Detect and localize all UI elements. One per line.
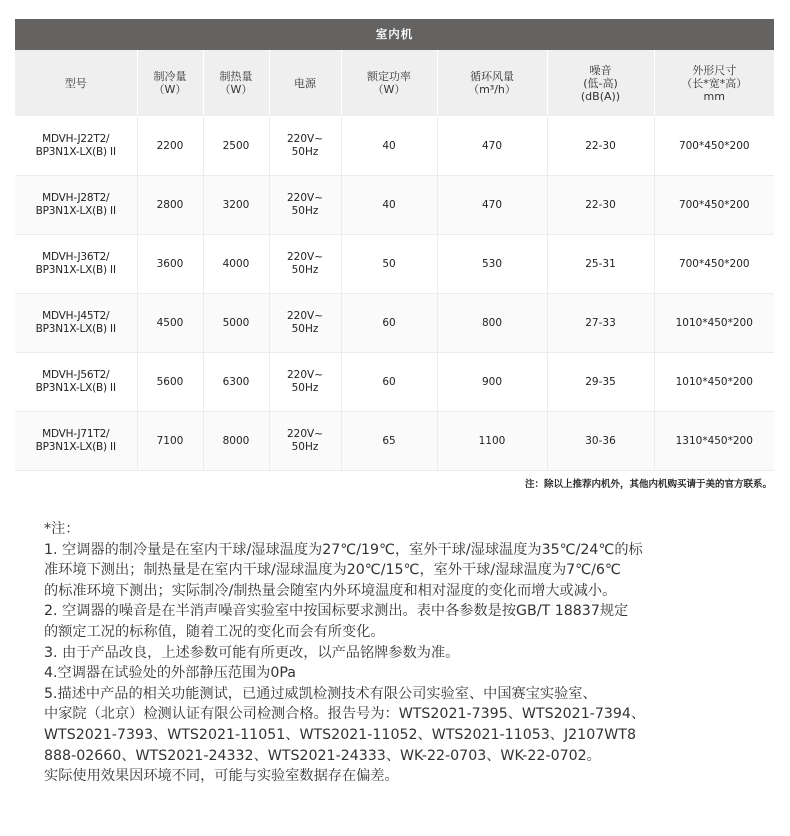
cell-size: 700*450*200 bbox=[654, 176, 774, 235]
cell-heating: 6300 bbox=[203, 353, 269, 412]
cell-power bbox=[269, 412, 341, 471]
cell-power-line: 220V~ bbox=[286, 369, 324, 381]
note-line: 实际使用效果因环境不同，可能与实验室数据存在偏差。 bbox=[44, 768, 399, 785]
cell-airflow: 470 bbox=[437, 117, 547, 176]
cell-noise: 22-30 bbox=[547, 117, 654, 176]
cell-model-line: BP3N1X-LX(B) II bbox=[35, 205, 116, 217]
table-row bbox=[15, 235, 774, 294]
table-row bbox=[15, 412, 774, 471]
cell-model bbox=[15, 294, 137, 353]
cell-size: 1010*450*200 bbox=[654, 294, 774, 353]
header-heating-line: （W） bbox=[219, 83, 253, 96]
header-power-line: 电源 bbox=[294, 76, 316, 90]
cell-model bbox=[15, 235, 137, 294]
header-airflow-line: 循环风量 bbox=[470, 70, 514, 83]
header-airflow bbox=[437, 50, 547, 117]
cell-rated-power: 40 bbox=[341, 176, 437, 235]
header-rated-power-line: （W） bbox=[372, 83, 406, 96]
cell-power-line: 220V~ bbox=[286, 310, 324, 322]
cell-model-line: MDVH-J45T2/ bbox=[42, 310, 110, 322]
header-size bbox=[654, 50, 774, 117]
cell-rated-power: 50 bbox=[341, 235, 437, 294]
cell-airflow: 800 bbox=[437, 294, 547, 353]
cell-power-line: 50Hz bbox=[291, 323, 319, 335]
header-rated-power bbox=[341, 50, 437, 117]
header-size-line: 外形尺寸 bbox=[692, 63, 737, 77]
note-line: WTS2021-7393、WTS2021-11051、WTS2021-11052、WTS2021-11053、J2107WT8 bbox=[44, 726, 636, 743]
cell-size: 700*450*200 bbox=[654, 235, 774, 294]
cell-cooling: 7100 bbox=[137, 412, 203, 471]
cell-airflow: 470 bbox=[437, 176, 547, 235]
cell-model-line: MDVH-J71T2/ bbox=[42, 428, 110, 440]
cell-model-line: MDVH-J28T2/ bbox=[42, 192, 110, 204]
header-noise bbox=[547, 50, 654, 117]
cell-power-line: 220V~ bbox=[286, 251, 324, 263]
cell-power bbox=[269, 353, 341, 412]
cell-rated-power: 60 bbox=[341, 353, 437, 412]
cell-power-line: 220V~ bbox=[286, 133, 324, 145]
cell-model bbox=[15, 353, 137, 412]
notes-section bbox=[44, 519, 734, 787]
header-noise-line: (dB(A)) bbox=[580, 89, 621, 103]
cell-size: 700*450*200 bbox=[654, 117, 774, 176]
header-cooling bbox=[137, 50, 203, 117]
cell-noise: 22-30 bbox=[547, 176, 654, 235]
cell-model-line: BP3N1X-LX(B) II bbox=[35, 264, 116, 276]
header-noise-line: (低-高) bbox=[583, 76, 618, 90]
header-model bbox=[15, 50, 137, 117]
cell-cooling: 2800 bbox=[137, 176, 203, 235]
cell-airflow: 900 bbox=[437, 353, 547, 412]
header-heating bbox=[203, 50, 269, 117]
note-line: 的标准环境下测出；实际制冷/制热量会随室内外环境温度和相对湿度的变化而增大或减小。 bbox=[44, 582, 617, 599]
note-line: 中家院（北京）检测认证有限公司检测合格。报告号为：WTS2021-7395、WTS2021-7394、 bbox=[44, 706, 646, 723]
cell-rated-power: 40 bbox=[341, 117, 437, 176]
cell-model bbox=[15, 412, 137, 471]
table-title: 室内机 bbox=[15, 19, 774, 50]
header-cooling-line: （W） bbox=[153, 83, 187, 96]
cell-cooling: 3600 bbox=[137, 235, 203, 294]
cell-power-line: 50Hz bbox=[291, 441, 319, 453]
cell-power bbox=[269, 235, 341, 294]
cell-heating: 3200 bbox=[203, 176, 269, 235]
cell-airflow: 530 bbox=[437, 235, 547, 294]
cell-model-line: MDVH-J22T2/ bbox=[42, 133, 110, 145]
cell-heating: 2500 bbox=[203, 117, 269, 176]
cell-size: 1010*450*200 bbox=[654, 353, 774, 412]
spec-table bbox=[15, 19, 774, 471]
cell-cooling: 2200 bbox=[137, 117, 203, 176]
table-row bbox=[15, 176, 774, 235]
table-row bbox=[15, 117, 774, 176]
cell-cooling: 4500 bbox=[137, 294, 203, 353]
note-line: 5.描述中产品的相关功能测试，已通过威凯检测技术有限公司实验室、中国赛宝实验室、 bbox=[44, 685, 597, 702]
cell-cooling: 5600 bbox=[137, 353, 203, 412]
header-airflow-line: （m³/h） bbox=[468, 83, 516, 96]
cell-power-line: 50Hz bbox=[291, 382, 319, 394]
table-footnote: 注：除以上推荐内机外，其他内机购买请于美的官方联系。 bbox=[524, 479, 772, 490]
cell-power-line: 50Hz bbox=[291, 146, 319, 158]
header-heating-line: 制热量 bbox=[219, 70, 253, 83]
table-header-row bbox=[15, 50, 774, 117]
cell-heating: 4000 bbox=[203, 235, 269, 294]
note-line: 4.空调器在试验处的外部静压范围为0Pa bbox=[44, 665, 296, 682]
header-noise-line: 噪音 bbox=[589, 63, 612, 77]
header-model-line: 型号 bbox=[64, 76, 87, 90]
cell-noise: 30-36 bbox=[547, 412, 654, 471]
cell-heating: 5000 bbox=[203, 294, 269, 353]
note-line: 准环境下测出；制热量是在室内干球/湿球温度为20℃/15℃，室外干球/湿球温度为7℃/6℃ bbox=[44, 562, 621, 579]
cell-power bbox=[269, 176, 341, 235]
cell-model-line: MDVH-J36T2/ bbox=[42, 251, 110, 263]
cell-power bbox=[269, 294, 341, 353]
header-size-line: mm bbox=[703, 89, 725, 103]
note-line: 的额定工况的标称值，随着工况的变化而会有所变化。 bbox=[44, 623, 385, 640]
cell-power-line: 220V~ bbox=[286, 428, 324, 440]
cell-model bbox=[15, 117, 137, 176]
cell-power-line: 50Hz bbox=[291, 205, 319, 217]
cell-model-line: BP3N1X-LX(B) II bbox=[35, 441, 116, 453]
cell-size: 1310*450*200 bbox=[654, 412, 774, 471]
note-line: 3. 由于产品改良，上述参数可能有所更改，以产品铭牌参数为准。 bbox=[44, 644, 460, 661]
cell-noise: 29-35 bbox=[547, 353, 654, 412]
cell-airflow: 1100 bbox=[437, 412, 547, 471]
header-cooling-line: 制冷量 bbox=[153, 70, 187, 83]
cell-heating: 8000 bbox=[203, 412, 269, 471]
table-row bbox=[15, 294, 774, 353]
note-line: *注： bbox=[44, 521, 80, 537]
cell-rated-power: 60 bbox=[341, 294, 437, 353]
table-row bbox=[15, 353, 774, 412]
note-line: 2. 空调器的噪音是在半消声噪音实验室中按国标要求测出。表中各参数是按GB/T 18837规定 bbox=[44, 603, 629, 620]
note-line: 888-02660、WTS2021-24332、WTS2021-24333、WK-22-0703、WK-22-0702。 bbox=[44, 747, 601, 764]
note-line: 1. 空调器的制冷量是在室内干球/湿球温度为27℃/19℃，室外干球/湿球温度为35℃/24℃的标 bbox=[44, 541, 643, 558]
header-size-line: （长*宽*高） bbox=[681, 76, 748, 90]
cell-model-line: BP3N1X-LX(B) II bbox=[35, 323, 116, 335]
cell-power bbox=[269, 117, 341, 176]
cell-power-line: 50Hz bbox=[291, 264, 319, 276]
cell-model-line: BP3N1X-LX(B) II bbox=[35, 146, 116, 158]
cell-rated-power: 65 bbox=[341, 412, 437, 471]
cell-noise: 27-33 bbox=[547, 294, 654, 353]
cell-model bbox=[15, 176, 137, 235]
cell-model-line: BP3N1X-LX(B) II bbox=[35, 382, 116, 394]
header-power bbox=[269, 50, 341, 117]
cell-power-line: 220V~ bbox=[286, 192, 324, 204]
cell-noise: 25-31 bbox=[547, 235, 654, 294]
cell-model-line: MDVH-J56T2/ bbox=[42, 369, 110, 381]
header-rated-power-line: 额定功率 bbox=[367, 70, 411, 83]
